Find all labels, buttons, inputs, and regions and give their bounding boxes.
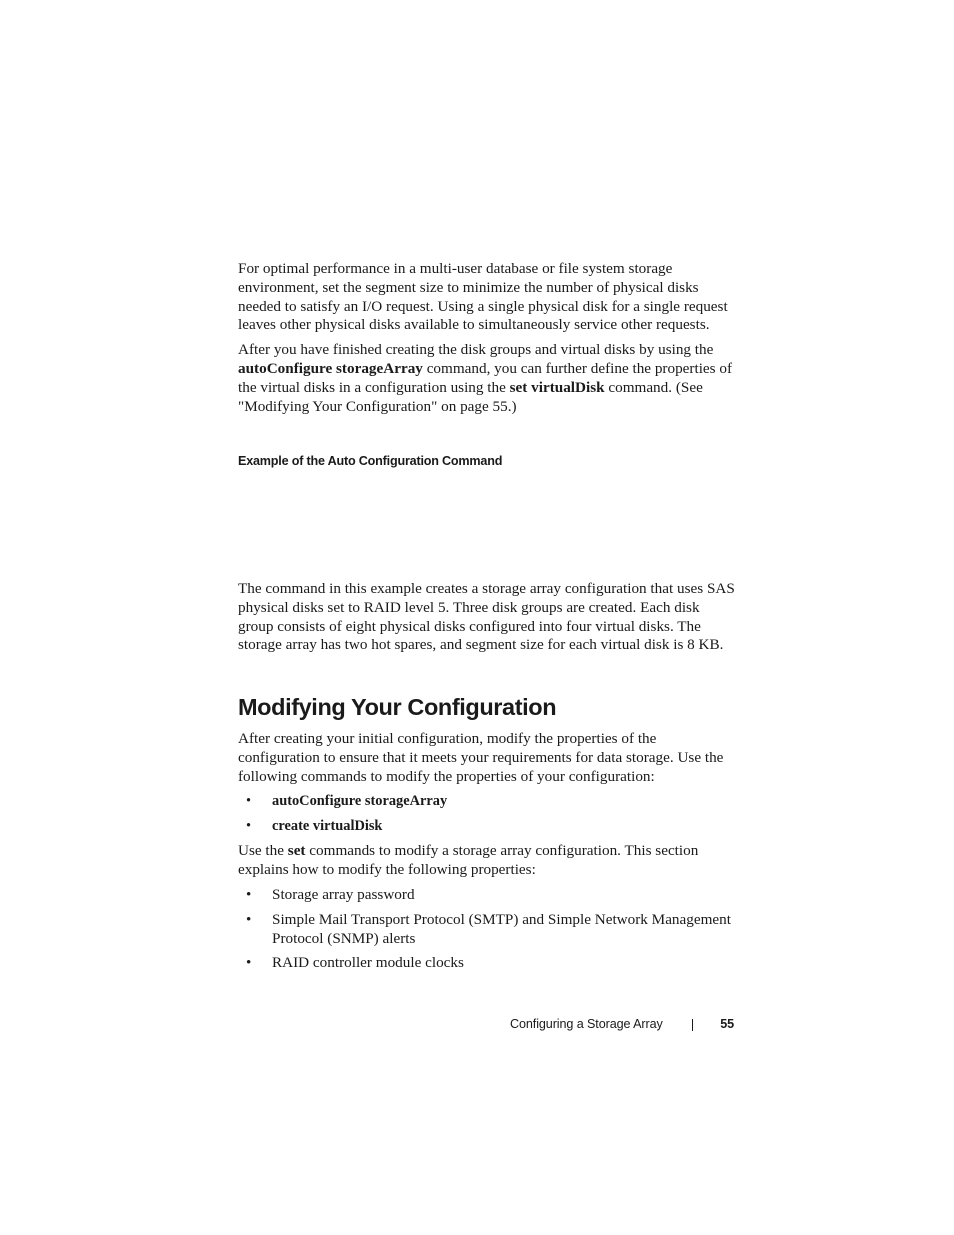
list-item [238, 911, 738, 949]
list-item [238, 792, 738, 811]
paragraph-modify-intro: After creating your initial configuration, modify the properties of the configuration to ensure that it meets your requirements for data storage. Use the following commands to modify the properties of your configuration: [238, 730, 724, 785]
paragraph-example-description: The command in this example creates a storage array configuration that uses SAS physical disks set to RAID level 5. Three disk groups are created. Each disk group consists of eight physical disks configured into four virtual disks. The storage array has two hot spares, and segment size for each virtual disk is 8 KB. [238, 580, 735, 654]
example-heading: Example of the Auto Configuration Command [238, 454, 503, 468]
list-item-text: RAID controller module clocks [272, 954, 464, 972]
footer-chapter-title: Configuring a Storage Array [510, 1017, 663, 1031]
command-list [238, 792, 738, 842]
section-heading: Modifying Your Configuration [238, 694, 557, 720]
footer-page-number: 55 [720, 1017, 734, 1031]
text-run: commands to modify a storage array configuration. This section explains how to modify the following properties: [238, 842, 699, 878]
bullet-icon: • [246, 954, 252, 972]
bullet-icon: • [246, 910, 252, 928]
footer-separator [692, 1019, 693, 1031]
command-autoconfigure: autoConfigure storageArray [238, 359, 423, 377]
bullet-icon: • [246, 793, 252, 809]
text-run: command. (See "Modifying Your Configuration" on page 55.) [238, 378, 703, 415]
paragraph-set-commands [238, 842, 738, 880]
bullet-icon: • [246, 886, 252, 903]
bullet-icon: • [246, 817, 252, 834]
list-item [238, 886, 738, 905]
list-item-text: autoConfigure storageArray [272, 793, 448, 809]
list-item-text: create virtualDisk [272, 817, 383, 834]
command-set: set [287, 842, 306, 859]
page-content [238, 260, 738, 972]
command-set-virtualdisk: set virtualDisk [509, 378, 605, 396]
text-run: After you have finished creating the disk groups and virtual disks by using the [238, 341, 714, 359]
list-item-text: Storage array password [272, 886, 415, 903]
text-run: Use the [238, 842, 288, 859]
list-item-text: Simple Mail Transport Protocol (SMTP) and Simple Network Management Protocol (SNMP) alerts [272, 910, 731, 947]
paragraph-segment-size: For optimal performance in a multi-user database or file system storage environment, set the segment size to minimize the number of physical disks needed to satisfy an I/O request. Using a single physical disk for a single request leaves other physical disks available to simultaneously service other requests. [238, 260, 728, 334]
text-run: command, you can further define the properties of the virtual disks in a configuration using the [238, 359, 733, 396]
paragraph-after-autoconfigure [238, 341, 738, 416]
property-list [238, 886, 738, 979]
list-item [238, 954, 738, 973]
list-item [238, 817, 738, 836]
